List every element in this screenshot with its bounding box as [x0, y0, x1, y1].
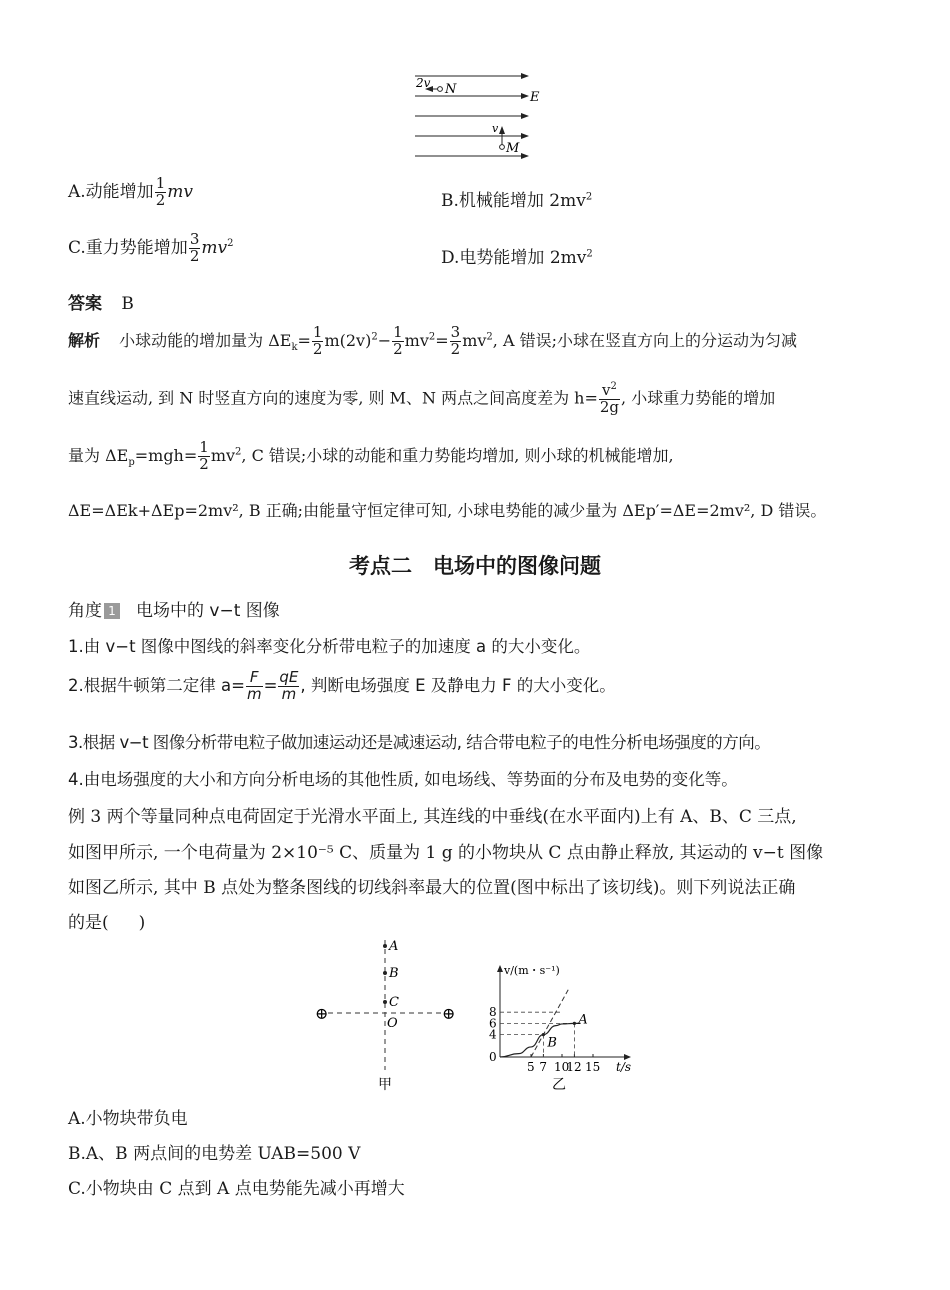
- option-B-text: B.机械能增加 2mv: [441, 191, 586, 211]
- x-tick-label: 5: [527, 1060, 535, 1074]
- x-tick-label: 15: [585, 1060, 601, 1074]
- field-line-figure: [410, 68, 560, 160]
- analysis-line-1: 解析 小球动能的增加量为 $\Delta E_k=$ $\frac{1}{2}$ $m(2v)^2-$ $\frac{1}{2}$ $mv^2=$ $\frac{3}{2}$ $mv^2$, A 错误;小球在竖直方向上的分运动为匀减: [68, 323, 798, 358]
- label-E: E: [530, 90, 540, 105]
- option2-A[interactable]: A.小物块带负电: [68, 1109, 188, 1129]
- option-A-mv: mv: [167, 181, 193, 202]
- x-tick-label: 10: [554, 1060, 570, 1074]
- caption-yi: 乙: [552, 1077, 566, 1093]
- label-O: O: [387, 1016, 398, 1031]
- analysis-line-2: 速直线运动, 到 N 时竖直方向的速度为零, 则 M、N 两点之间高度差为 h= $\frac{v^2}{2g}$ , 小球重力势能的增加: [68, 381, 776, 416]
- vt-chart: [480, 960, 640, 1095]
- analysis-label: 解析: [68, 330, 101, 350]
- option-D[interactable]: D.电势能增加 $2mv^2$: [441, 248, 593, 268]
- point-B: [542, 1033, 545, 1036]
- label-M: M: [506, 141, 520, 156]
- point-A: [383, 944, 387, 948]
- point-2: 2.根据牛顿第二定律 a= $\frac{F}{m}$ = $\frac{qE}{m}$ , 判断电场强度 E 及静电力 F 的大小变化。: [68, 668, 616, 703]
- x-tick-label: 12: [566, 1060, 582, 1074]
- label-A: A: [389, 939, 399, 954]
- answer-value: B: [121, 294, 134, 314]
- y-tick-label: 0: [489, 1050, 497, 1064]
- label-B: B: [389, 966, 399, 981]
- caption-jia: 甲: [378, 1077, 392, 1093]
- label-A: A: [578, 1012, 588, 1028]
- y-tick-label: 6: [489, 1016, 497, 1031]
- label-B: B: [547, 1035, 557, 1051]
- x-axis-label: t/s: [616, 1060, 632, 1074]
- option2-B[interactable]: B.A、B 两点间的电势差 UAB=500 V: [68, 1144, 361, 1164]
- label-C: C: [389, 995, 399, 1010]
- point-3: 3.根据 v−t 图像分析带电粒子做加速运动还是减速运动, 结合带电粒子的电性分析电场强度的方向。: [68, 733, 771, 752]
- example-line-1: 例 3 两个等量同种点电荷固定于光滑水平面上, 其连线的中垂线(在水平面内)上有 A、B、C 三点,: [68, 807, 797, 827]
- point-N: [438, 87, 443, 92]
- right-charge: ⊕: [442, 1004, 456, 1023]
- fraction-three-half: $\frac{3}{2}$: [189, 230, 200, 265]
- point-4: 4.由电场强度的大小和方向分析电场的其他性质, 如电场线、等势面的分布及电势的变化等。: [68, 770, 738, 789]
- left-charge: ⊕: [315, 1004, 329, 1023]
- example-line-2: 如图甲所示, 一个电荷量为 2×10⁻⁵ C、质量为 1 g 的小物块从 C 点由静止释放, 其运动的 v−t 图像: [68, 843, 824, 863]
- angle-badge: 1: [104, 603, 120, 619]
- option-B[interactable]: B.机械能增加 $2mv^2$: [441, 191, 593, 211]
- label-v: v: [492, 122, 499, 135]
- angle-heading: 角度 1 电场中的 v−t 图像: [68, 601, 280, 621]
- point-A: [573, 1022, 576, 1025]
- analysis-line-3: 量为 $\Delta E_p=mgh=$ $\frac{1}{2}$ $mv^2$, C 错误;小球的动能和重力势能均增加, 则小球的机械能增加,: [68, 438, 674, 473]
- option-C[interactable]: C.重力势能增加 $\frac{3}{2}$ $mv^2$: [68, 230, 234, 265]
- point-M: [500, 145, 505, 150]
- example-line-3: 如图乙所示, 其中 B 点处为整条图线的切线斜率最大的位置(图中标出了该切线)。则下列说法正确: [68, 878, 796, 898]
- option-D-text: D.电势能增加 2mv: [441, 248, 587, 268]
- figure-jia: [310, 935, 470, 1095]
- x-tick-label: 7: [539, 1060, 548, 1074]
- label-2v: 2v: [416, 76, 431, 90]
- answer-line: [68, 289, 134, 314]
- y-tick-label: 8: [489, 1005, 497, 1020]
- option-A-text: A.动能增加: [68, 181, 154, 202]
- answer-label: 答案: [68, 294, 102, 314]
- option2-C[interactable]: C.小物块由 C 点到 A 点电势能先减小再增大: [68, 1179, 405, 1199]
- point-C: [383, 1000, 387, 1004]
- fraction-half: $\frac{1}{2}$: [155, 174, 166, 209]
- option-C-text: C.重力势能增加: [68, 237, 188, 258]
- point-B: [383, 971, 387, 975]
- analysis-line-4: ΔE=ΔEk+ΔEp=2mv², B 正确;由能量守恒定律可知, 小球电势能的减少量为 ΔEp′=ΔE=2mv², D 错误。: [68, 501, 827, 520]
- option-A[interactable]: [68, 176, 193, 209]
- section-title: 考点二 电场中的图像问题: [349, 554, 601, 578]
- point-1: 1.由 v−t 图像中图线的斜率变化分析带电粒子的加速度 a 的大小变化。: [68, 637, 591, 656]
- y-tick-label: 4: [489, 1027, 497, 1042]
- y-axis-label: v/(m・s⁻¹): [504, 964, 560, 977]
- label-N: N: [445, 82, 457, 97]
- example-line-4: 的是( ): [68, 913, 146, 933]
